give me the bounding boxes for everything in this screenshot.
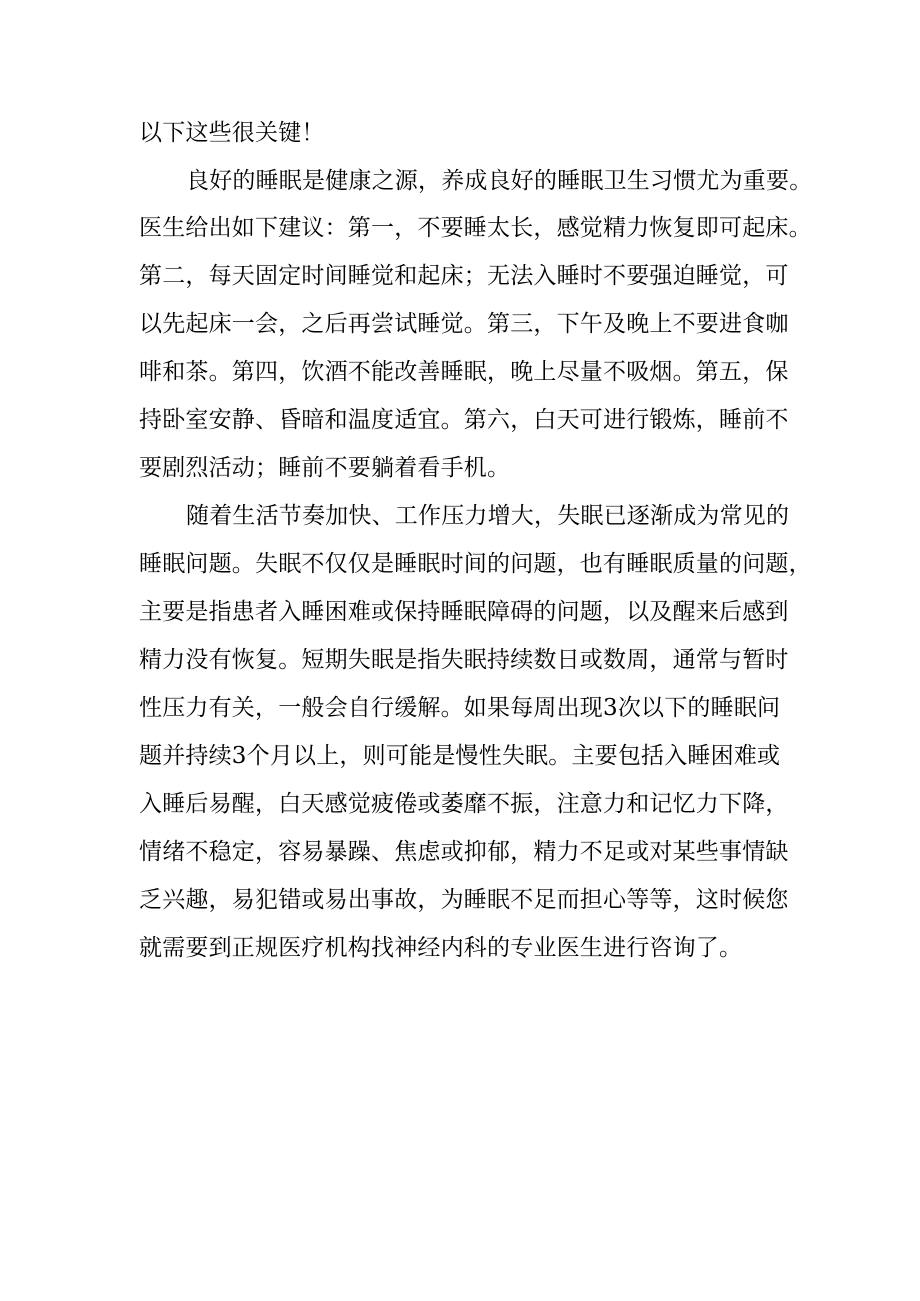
text-line-5: 以先起床一会，之后再尝试睡觉。第三，下午及晚上不要进食咖	[139, 311, 789, 337]
text-line-12: 精力没有恢复。短期失眠是指失眠持续数日或数周，通常与暂时	[139, 647, 789, 673]
text-line-3: 医生给出如下建议：第一，不要睡太长，感觉精力恢复即可起床。	[139, 215, 812, 241]
text-line-15: 入睡后易醒，白天感觉疲倦或萎靡不振，注意力和记忆力下降，	[139, 791, 789, 817]
text-line-11: 主要是指患者入睡困难或保持睡眠障碍的问题，以及醒来后感到	[139, 599, 789, 625]
text-line-8: 要剧烈活动；睡前不要躺着看手机。	[139, 455, 511, 481]
text-line-4: 第二，每天固定时间睡觉和起床；无法入睡时不要强迫睡觉，可	[139, 263, 789, 289]
text-line-16: 情绪不稳定，容易暴躁、焦虑或抑郁，精力不足或对某些事情缺	[139, 839, 789, 865]
text-line-7: 持卧室安静、昏暗和温度适宜。第六，白天可进行锻炼，睡前不	[139, 407, 789, 433]
text-line-13: 性压力有关，一般会自行缓解。如果每周出现3次以下的睡眠问	[139, 695, 781, 721]
text-line-6: 啡和茶。第四，饮酒不能改善睡眠，晚上尽量不吸烟。第五，保	[139, 359, 789, 385]
text-line-1: 以下这些很关键！	[139, 120, 325, 146]
text-line-2: 良好的睡眠是健康之源，养成良好的睡眠卫生习惯尤为重要。	[186, 168, 813, 194]
text-line-10: 睡眠问题。失眠不仅仅是睡眠时间的问题，也有睡眠质量的问题，	[139, 551, 812, 577]
text-line-9: 随着生活节奏加快、工作压力增大，失眠已逐渐成为常见的	[186, 503, 790, 529]
text-line-18: 就需要到正规医疗机构找神经内科的专业医生进行咨询了。	[139, 935, 743, 961]
text-line-14: 题并持续3个月以上，则可能是慢性失眠。主要包括入睡困难或	[139, 743, 781, 769]
text-line-17: 乏兴趣，易犯错或易出事故，为睡眠不足而担心等等，这时候您	[139, 887, 789, 913]
